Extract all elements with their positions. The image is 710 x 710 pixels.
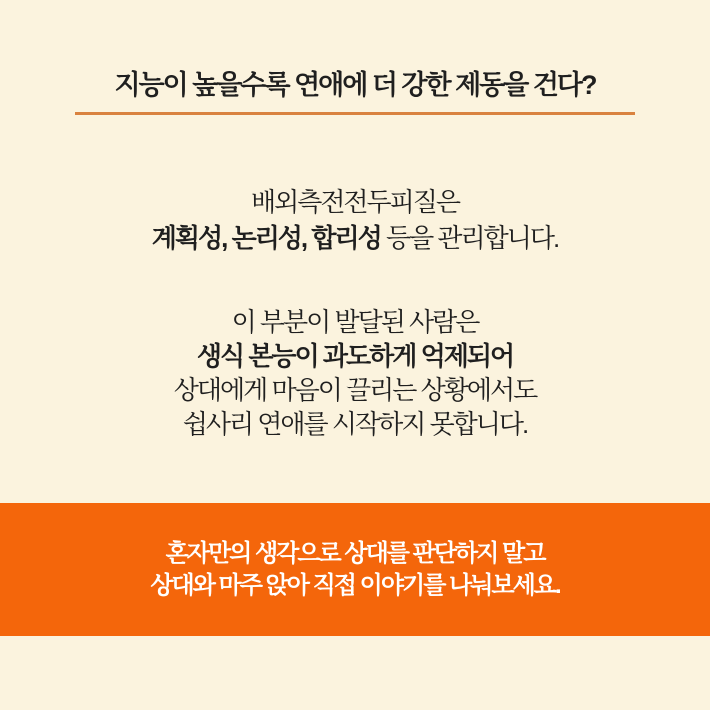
banner-line1: 혼자만의 생각으로 상대를 판단하지 말고: [165, 539, 545, 567]
banner-line2: 상대와 마주 앉아 직접 이야기를 나눠보세요.: [150, 571, 560, 599]
page-title: 지능이 높을수록 연애에 더 강한 제동을 건다?: [114, 70, 596, 100]
paragraph2-line4: 쉽사리 연애를 시작하지 못합니다.: [182, 409, 528, 439]
paragraph1-line1: 배외측전전두피질은: [250, 187, 460, 217]
paragraph-brain-region: [0, 184, 710, 256]
paragraph2-line1: 이 부분이 발달된 사람은: [231, 307, 479, 337]
paragraph1-line2-rest: 등을 관리합니다.: [380, 223, 559, 253]
paragraph1-line2-emphasis: 계획성, 논리성, 합리성: [151, 223, 381, 253]
title-underline-rule: [75, 112, 635, 115]
advice-banner: [0, 503, 710, 636]
paragraph2-line3: 상대에게 마음이 끌리는 상황에서도: [173, 375, 537, 405]
paragraph2-line2-emphasis: 생식 본능이 과도하게 억제되어: [196, 341, 514, 371]
paragraph-effect: [0, 305, 710, 441]
